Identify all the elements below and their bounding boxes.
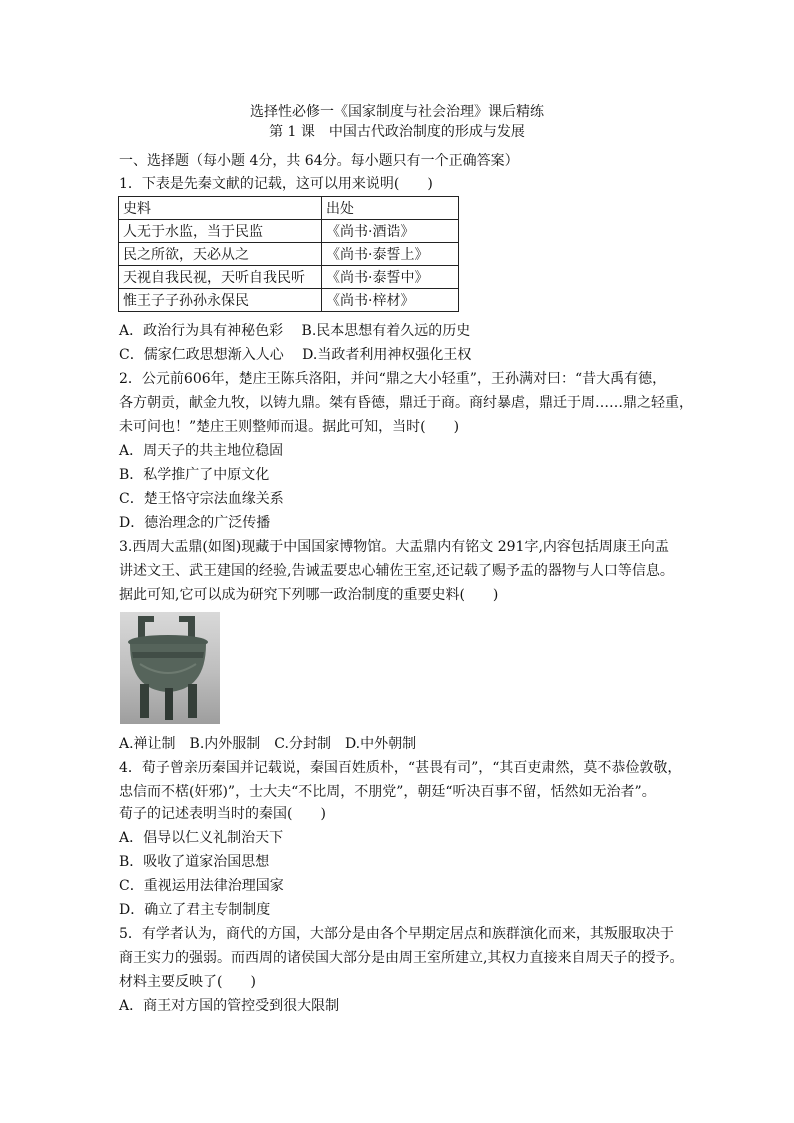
lesson-title: 第 1 课 中国古代政治制度的形成与发展 [269, 124, 525, 140]
table-row [119, 220, 459, 243]
q1-option-line: A．政治行为具有神秘色彩 B.民本思想有着久远的历史 [119, 323, 471, 339]
q2-option: C．楚王恪守宗法血缘关系 [119, 491, 284, 507]
q2-stem-line: 未可问也！”楚庄王则整师而退。据此可知，当时( ) [119, 419, 460, 435]
q3-stem-line: 讲述文王、武王建国的经验,告诫盂要忠心辅佐王室,还记载了赐予盂的器物与人口等信息。 [119, 563, 674, 579]
table-row [119, 243, 459, 266]
q3-stem-line: 3.西周大盂鼎(如图)现藏于中国国家博物馆。大盂鼎内有铭文 291字,内容包括周康王向盂 [119, 539, 669, 555]
bronze-ding-image [120, 612, 220, 724]
table-cell: 惟王子子孙孙永保民 [119, 289, 322, 312]
document-title: 选择性必修一《国家制度与社会治理》课后精练 [250, 104, 544, 120]
table-cell: 天视自我民视，天听自我民听 [119, 266, 322, 289]
table-header-row [119, 197, 459, 220]
q2-option: D．德治理念的广泛传播 [119, 515, 271, 531]
q3-stem-line: 据此可知,它可以成为研究下列哪一政治制度的重要史料( ) [119, 587, 499, 603]
q4-option: D．确立了君主专制制度 [119, 902, 271, 918]
q4-option: B．吸收了道家治国思想 [119, 854, 270, 870]
table-cell: 《尚书·梓材》 [322, 289, 459, 312]
q5-stem-line: 材料主要反映了( ) [119, 974, 256, 990]
q5-stem-line: 商王实力的强弱。而西周的诸侯国大部分是由周王室所建立,其权力直接来自周天子的授予。 [119, 950, 684, 966]
section-heading: 一、选择题（每小题 4分，共 64分。每小题只有一个正确答案） [119, 153, 519, 169]
q4-option: C．重视运用法律治理国家 [119, 878, 284, 894]
ding-vessel-icon [120, 612, 220, 724]
q2-stem-line: 各方朝贡，献金九牧，以铸九鼎。桀有昏德，鼎迁于商。商纣暴虐，鼎迁于周……鼎之轻重， [119, 395, 693, 411]
table-cell: 人无于水监，当于民监 [119, 220, 322, 243]
table-cell: 《尚书·泰誓上》 [322, 243, 459, 266]
q2-option: B．私学推广了中原文化 [119, 467, 270, 483]
q2-option: A．周天子的共主地位稳固 [119, 443, 284, 459]
q4-option: A．倡导以仁义礼制治天下 [119, 830, 284, 846]
q1-stem: 1．下表是先秦文献的记载，这可以用来说明( ) [119, 176, 433, 192]
q4-stem-line: 荀子的记述表明当时的秦国( ) [119, 806, 326, 822]
q2-stem-line: 2．公元前606年，楚庄王陈兵洛阳，并问“鼎之大小轻重”，王孙满对曰：“昔大禹有德， [119, 371, 667, 387]
table-row [119, 289, 459, 312]
q5-stem-line: 5．有学者认为，商代的方国，大部分是由各个早期定居点和族群演化而来，其叛服取决于 [119, 926, 674, 942]
table-cell: 《尚书·泰誓中》 [322, 266, 459, 289]
q5-option: A．商王对方国的管控受到很大限制 [119, 998, 340, 1014]
table-header-cell: 出处 [322, 197, 459, 220]
q1-option-line: C．儒家仁政思想渐入人心 D.当政者利用神权强化王权 [119, 347, 472, 363]
q4-stem-line: 忠信而不楛(奸邪)”，士大夫“不比周，不朋党”，朝廷“听决百事不留，恬然如无治者”。 [119, 784, 656, 800]
q4-stem-line: 4．荀子曾亲历秦国并记载说，秦国百姓质朴，“甚畏有司”，“其百吏肃然，莫不恭俭敦敬， [119, 760, 682, 776]
table-cell: 民之所欲，天必从之 [119, 243, 322, 266]
q3-options: A.禅让制 B.内外服制 C.分封制 D.中外朝制 [119, 736, 417, 752]
q1-source-table [118, 196, 459, 312]
table-header-cell: 史料 [119, 197, 322, 220]
table-cell: 《尚书·酒诰》 [322, 220, 459, 243]
table-row [119, 266, 459, 289]
